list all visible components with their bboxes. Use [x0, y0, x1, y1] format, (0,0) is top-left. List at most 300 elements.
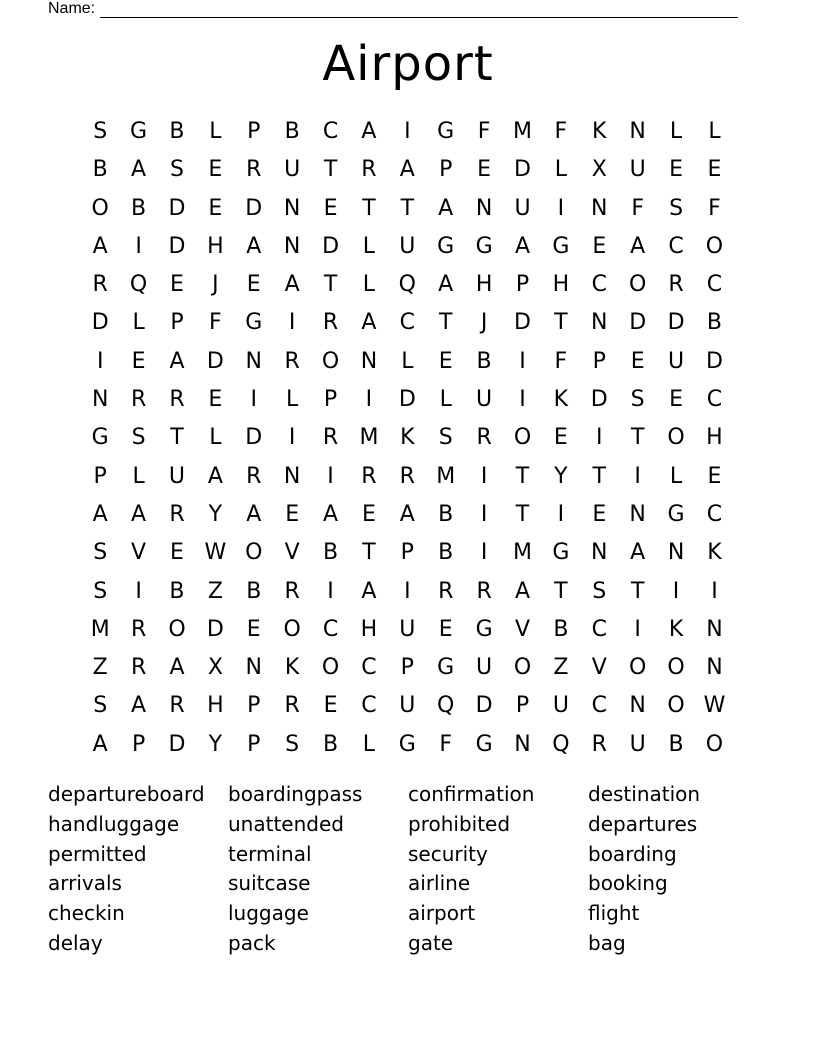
grid-letter: H [360, 616, 378, 642]
grid-letter: N [629, 119, 646, 144]
grid-letter: G [552, 233, 570, 259]
grid-letter: E [208, 195, 223, 221]
grid-letter: A [131, 501, 147, 527]
grid-letter: N [591, 540, 608, 566]
grid-letter: N [667, 540, 685, 566]
grid-letter: V [131, 540, 147, 566]
grid-letter: R [668, 272, 684, 298]
grid-letter: T [630, 425, 645, 451]
grid-row [81, 266, 734, 304]
grid-letter: E [592, 233, 607, 259]
grid-letter: Y [208, 501, 223, 527]
grid-letter: T [362, 195, 376, 221]
grid-letter: C [399, 310, 415, 336]
grid-letter: H [552, 272, 570, 298]
grid-row [81, 381, 734, 419]
grid-letter: D [206, 616, 224, 642]
grid-letter: N [475, 195, 493, 221]
grid-letter: B [706, 310, 722, 336]
grid-letter: T [515, 463, 530, 489]
grid-letter: N [283, 233, 301, 259]
grid-letter: H [207, 693, 224, 719]
grid-letter: T [554, 310, 568, 336]
grid-letter: E [707, 463, 722, 489]
grid-letter: Z [207, 578, 223, 604]
grid-letter: I [135, 233, 142, 259]
name-field [48, 0, 738, 18]
grid-letter: B [246, 578, 262, 604]
grid-letter: O [321, 655, 340, 681]
grid-letter: R [361, 463, 377, 489]
grid-letter: R [361, 157, 377, 183]
grid-row [81, 419, 734, 457]
grid-letter: A [131, 693, 147, 719]
grid-letter: K [400, 425, 415, 451]
grid-letter: O [283, 616, 301, 642]
grid-letter: P [400, 655, 414, 681]
grid-letter: D [705, 348, 723, 374]
grid-letter: H [706, 425, 723, 451]
grid-letter: U [476, 387, 493, 413]
grid-letter: D [245, 195, 263, 221]
grid-letter: C [668, 233, 684, 259]
grid-letter: E [131, 348, 146, 374]
grid-letter: R [92, 272, 108, 298]
grid-row [81, 611, 734, 649]
grid-letter: V [514, 616, 531, 642]
grid-letter: N [245, 655, 262, 681]
grid-letter: L [401, 348, 414, 374]
grid-row [81, 458, 734, 496]
grid-row [81, 190, 734, 228]
grid-letter: I [288, 425, 296, 451]
grid-letter: X [591, 157, 607, 183]
grid-letter: G [130, 119, 148, 144]
grid-letter: E [208, 157, 223, 183]
grid-letter: D [590, 387, 608, 413]
grid-letter: F [631, 195, 644, 221]
grid-letter: P [515, 693, 530, 719]
grid-letter: D [514, 157, 531, 183]
grid-letter: R [169, 501, 185, 527]
grid-letter: U [284, 157, 301, 183]
grid-letter: R [130, 655, 147, 681]
grid-letter: A [92, 501, 108, 527]
word-list-item: security [408, 841, 488, 866]
grid-letter: T [170, 425, 184, 451]
grid-letter: L [132, 463, 145, 489]
grid-letter: F [439, 731, 453, 757]
grid-letter: E [477, 157, 492, 183]
word-list-item: boarding [588, 841, 677, 866]
grid-letter: E [208, 387, 223, 413]
grid-letter: R [438, 578, 454, 604]
grid-letter: O [705, 731, 724, 757]
grid-letter: D [168, 731, 186, 757]
grid-letter: U [168, 463, 186, 489]
grid-letter: M [90, 616, 110, 642]
word-list-item: checkin [48, 901, 125, 926]
grid-letter: C [706, 501, 723, 527]
grid-letter: E [285, 501, 300, 527]
grid-letter: A [284, 272, 300, 298]
word-list-item: destination [588, 782, 701, 806]
grid-letter: S [93, 540, 108, 566]
grid-letter: L [708, 119, 721, 144]
grid-letter: B [438, 540, 454, 566]
word-list-item: boardingpass [228, 782, 363, 806]
grid-row [81, 304, 734, 342]
grid-letter: N [629, 501, 646, 527]
grid-letter: T [515, 501, 530, 527]
word-list-item: unattended [228, 811, 344, 836]
grid-letter: G [667, 501, 685, 527]
grid-letter: A [630, 233, 646, 259]
grid-letter: A [92, 731, 108, 757]
grid-letter: B [668, 731, 684, 757]
grid-row [81, 496, 734, 534]
grid-letter: C [591, 693, 607, 719]
grid-letter: Y [554, 463, 568, 489]
grid-letter: I [250, 387, 257, 413]
grid-letter: C [706, 387, 723, 413]
grid-letter: B [169, 578, 185, 604]
grid-letter: Q [398, 272, 416, 298]
grid-letter: S [285, 731, 300, 757]
grid-letter: O [91, 195, 109, 221]
grid-letter: P [247, 693, 261, 719]
grid-letter: O [667, 655, 685, 681]
grid-letter: E [170, 540, 184, 566]
grid-letter: F [209, 310, 222, 336]
grid-letter: A [361, 578, 377, 604]
grid-letter: S [669, 195, 684, 221]
grid-letter: G [437, 655, 455, 681]
grid-letter: I [557, 501, 565, 527]
grid-letter: U [514, 195, 531, 221]
grid-letter: I [480, 463, 488, 489]
grid-letter: Q [437, 693, 455, 719]
grid-letter: R [399, 463, 415, 489]
grid-letter: P [247, 119, 261, 144]
word-list-item: booking [588, 871, 668, 896]
name-label: Name: [48, 0, 96, 17]
word-list-item: airport [408, 901, 476, 926]
grid-letter: E [553, 425, 568, 451]
grid-letter: O [629, 655, 647, 681]
grid-letter: D [168, 233, 186, 259]
grid-letter: N [245, 348, 262, 374]
grid-letter: W [204, 540, 227, 566]
grid-letter: P [170, 310, 184, 336]
grid-row [81, 113, 734, 151]
grid-letter: K [668, 616, 684, 642]
grid-letter: M [513, 540, 532, 566]
grid-letter: R [246, 157, 262, 183]
grid-letter: D [667, 310, 685, 336]
word-list-item: permitted [48, 841, 147, 866]
grid-letter: L [209, 119, 222, 144]
grid-letter: Q [129, 272, 148, 298]
grid-letter: L [439, 387, 452, 413]
grid-letter: M [436, 463, 456, 489]
grid-letter: A [92, 233, 108, 259]
grid-letter: T [630, 578, 645, 604]
grid-letter: E [630, 348, 645, 374]
grid-letter: R [591, 731, 607, 757]
grid-letter: O [629, 272, 647, 298]
grid-letter: G [245, 310, 263, 336]
grid-letter: S [131, 425, 146, 451]
grid-letter: B [131, 195, 147, 221]
grid-letter: P [131, 731, 146, 757]
word-list-item: bag [588, 930, 626, 955]
grid-letter: W [703, 693, 726, 719]
grid-letter: C [591, 616, 607, 642]
grid-letter: T [362, 540, 376, 566]
grid-letter: L [362, 233, 376, 259]
grid-letter: I [519, 348, 526, 374]
grid-letter: R [169, 693, 185, 719]
grid-letter: I [480, 540, 488, 566]
grid-letter: O [245, 540, 263, 566]
grid-letter: E [592, 501, 607, 527]
grid-letter: S [169, 157, 184, 183]
grid-letter: I [327, 578, 334, 604]
grid-letter: T [323, 272, 338, 298]
grid-letter: I [404, 119, 411, 144]
grid-letter: N [283, 463, 301, 489]
grid-letter: R [322, 310, 339, 336]
grid-row [81, 151, 734, 189]
grid-letter: L [669, 119, 683, 144]
grid-letter: L [209, 425, 222, 451]
grid-letter: I [672, 578, 680, 604]
grid-letter: C [706, 272, 723, 298]
grid-letter: N [706, 655, 723, 681]
grid-letter: D [398, 387, 416, 413]
grid-letter: A [246, 501, 262, 527]
word-list-item: departures [588, 811, 698, 836]
grid-letter: L [669, 463, 683, 489]
grid-letter: A [438, 195, 454, 221]
grid-letter: T [592, 463, 606, 489]
grid-letter: E [246, 272, 261, 298]
grid-letter: R [169, 387, 185, 413]
grid-letter: G [398, 731, 416, 757]
grid-row [81, 573, 734, 611]
grid-letter: R [284, 348, 300, 374]
word-list-item: departureboard [48, 782, 205, 806]
grid-letter: I [634, 463, 641, 489]
grid-letter: C [591, 272, 607, 298]
grid-letter: B [322, 731, 339, 757]
grid-letter: E [669, 157, 683, 183]
grid-letter: D [475, 693, 493, 719]
grid-letter: R [130, 616, 147, 642]
grid-row [81, 649, 734, 687]
grid-letter: J [212, 272, 219, 298]
grid-letter: B [553, 616, 569, 642]
grid-letter: E [170, 272, 184, 298]
grid-letter: D [206, 348, 224, 374]
grid-letter: O [513, 425, 532, 451]
grid-row [81, 343, 734, 381]
grid-letter: C [361, 655, 377, 681]
grid-letter: A [169, 655, 185, 681]
grid-letter: G [437, 119, 455, 144]
grid-letter: L [286, 387, 299, 413]
word-list-item: confirmation [408, 782, 535, 806]
grid-letter: K [553, 387, 569, 413]
word-list-item: pack [228, 930, 276, 955]
grid-letter: M [359, 425, 379, 451]
grid-letter: P [323, 387, 338, 413]
grid-letter: E [438, 348, 453, 374]
grid-letter: O [705, 233, 724, 259]
grid-letter: A [630, 540, 646, 566]
grid-letter: I [596, 425, 603, 451]
grid-letter: D [322, 233, 340, 259]
grid-letter: D [91, 310, 109, 336]
grid-letter: A [361, 310, 377, 336]
grid-letter: A [438, 272, 454, 298]
grid-letter: S [438, 425, 453, 451]
grid-letter: B [169, 119, 185, 144]
grid-letter: U [399, 233, 416, 259]
grid-letter: B [438, 501, 454, 527]
grid-letter: A [514, 233, 531, 259]
grid-letter: D [629, 310, 647, 336]
grid-letter: E [438, 616, 453, 642]
grid-letter: U [476, 655, 493, 681]
page-title: Airport [322, 36, 494, 92]
grid-letter: N [514, 731, 531, 757]
grid-letter: I [404, 578, 411, 604]
grid-letter: E [707, 157, 722, 183]
grid-letter: U [629, 157, 646, 183]
grid-letter: U [629, 731, 646, 757]
grid-letter: O [667, 425, 685, 451]
grid-letter: G [437, 233, 455, 259]
grid-letter: E [323, 693, 338, 719]
grid-letter: C [322, 616, 339, 642]
grid-letter: O [667, 693, 685, 719]
grid-row [81, 687, 734, 725]
grid-letter: E [361, 501, 376, 527]
grid-letter: A [246, 233, 262, 259]
grid-letter: H [475, 272, 493, 298]
grid-letter: S [630, 387, 645, 413]
grid-letter: F [554, 348, 568, 374]
grid-letter: P [400, 540, 414, 566]
grid-letter: T [400, 195, 415, 221]
grid-letter: S [93, 578, 108, 604]
grid-letter: B [92, 157, 108, 183]
grid-letter: P [93, 463, 107, 489]
grid-letter: N [629, 693, 646, 719]
word-list-item: luggage [228, 901, 309, 926]
word-list-item: flight [588, 901, 640, 926]
word-list-item: handluggage [48, 811, 180, 836]
grid-letter: R [130, 387, 147, 413]
grid-letter: V [284, 540, 300, 566]
name-underline [100, 2, 738, 18]
word-list-item: terminal [228, 841, 312, 866]
grid-letter: Z [92, 655, 108, 681]
grid-letter: L [132, 310, 145, 336]
word-list-item: suitcase [228, 871, 311, 896]
grid-letter: R [476, 578, 492, 604]
grid-letter: T [438, 310, 453, 336]
grid-letter: G [552, 540, 570, 566]
word-list-item: gate [408, 930, 454, 955]
grid-letter: N [591, 195, 608, 221]
grid-letter: N [706, 616, 723, 642]
grid-letter: F [554, 119, 568, 144]
grid-letter: O [321, 348, 340, 374]
grid-letter: S [93, 693, 108, 719]
grid-letter: S [93, 119, 108, 144]
grid-letter: K [284, 655, 300, 681]
grid-letter: P [515, 272, 530, 298]
grid-letter: V [591, 655, 607, 681]
grid-letter: F [477, 119, 491, 144]
grid-letter: O [168, 616, 186, 642]
grid-letter: R [322, 425, 339, 451]
grid-letter: N [91, 387, 109, 413]
grid-letter: U [399, 693, 416, 719]
grid-letter: X [207, 655, 223, 681]
grid-letter: T [323, 157, 338, 183]
grid-letter: N [591, 310, 608, 336]
grid-letter: P [439, 157, 453, 183]
grid-letter: A [399, 157, 415, 183]
grid-letter: U [552, 693, 569, 719]
grid-letter: R [284, 578, 300, 604]
grid-letter: O [513, 655, 532, 681]
word-list [48, 780, 768, 959]
grid-letter: A [361, 119, 377, 144]
grid-letter: I [519, 387, 526, 413]
grid-letter: S [592, 578, 607, 604]
grid-letter: I [711, 578, 718, 604]
grid-letter: I [96, 348, 104, 374]
grid-letter: R [284, 693, 300, 719]
grid-letter: C [361, 693, 377, 719]
grid-letter: Y [208, 731, 223, 757]
word-list-item: delay [48, 930, 103, 955]
grid-letter: I [480, 501, 488, 527]
grid-letter: D [168, 195, 186, 221]
grid-letter: E [669, 387, 683, 413]
word-list-item: prohibited [408, 811, 511, 836]
grid-letter: U [399, 616, 416, 642]
grid-letter: J [480, 310, 488, 336]
grid-letter: B [284, 119, 300, 144]
grid-letter: A [207, 463, 223, 489]
grid-letter: R [476, 425, 492, 451]
grid-letter: T [554, 578, 568, 604]
grid-letter: M [513, 119, 532, 144]
grid-letter: I [135, 578, 142, 604]
grid-letter: G [475, 233, 493, 259]
grid-letter: A [323, 501, 339, 527]
grid-letter: F [708, 195, 721, 221]
grid-letter: R [246, 463, 262, 489]
grid-letter: D [245, 425, 263, 451]
grid-letter: B [476, 348, 492, 374]
